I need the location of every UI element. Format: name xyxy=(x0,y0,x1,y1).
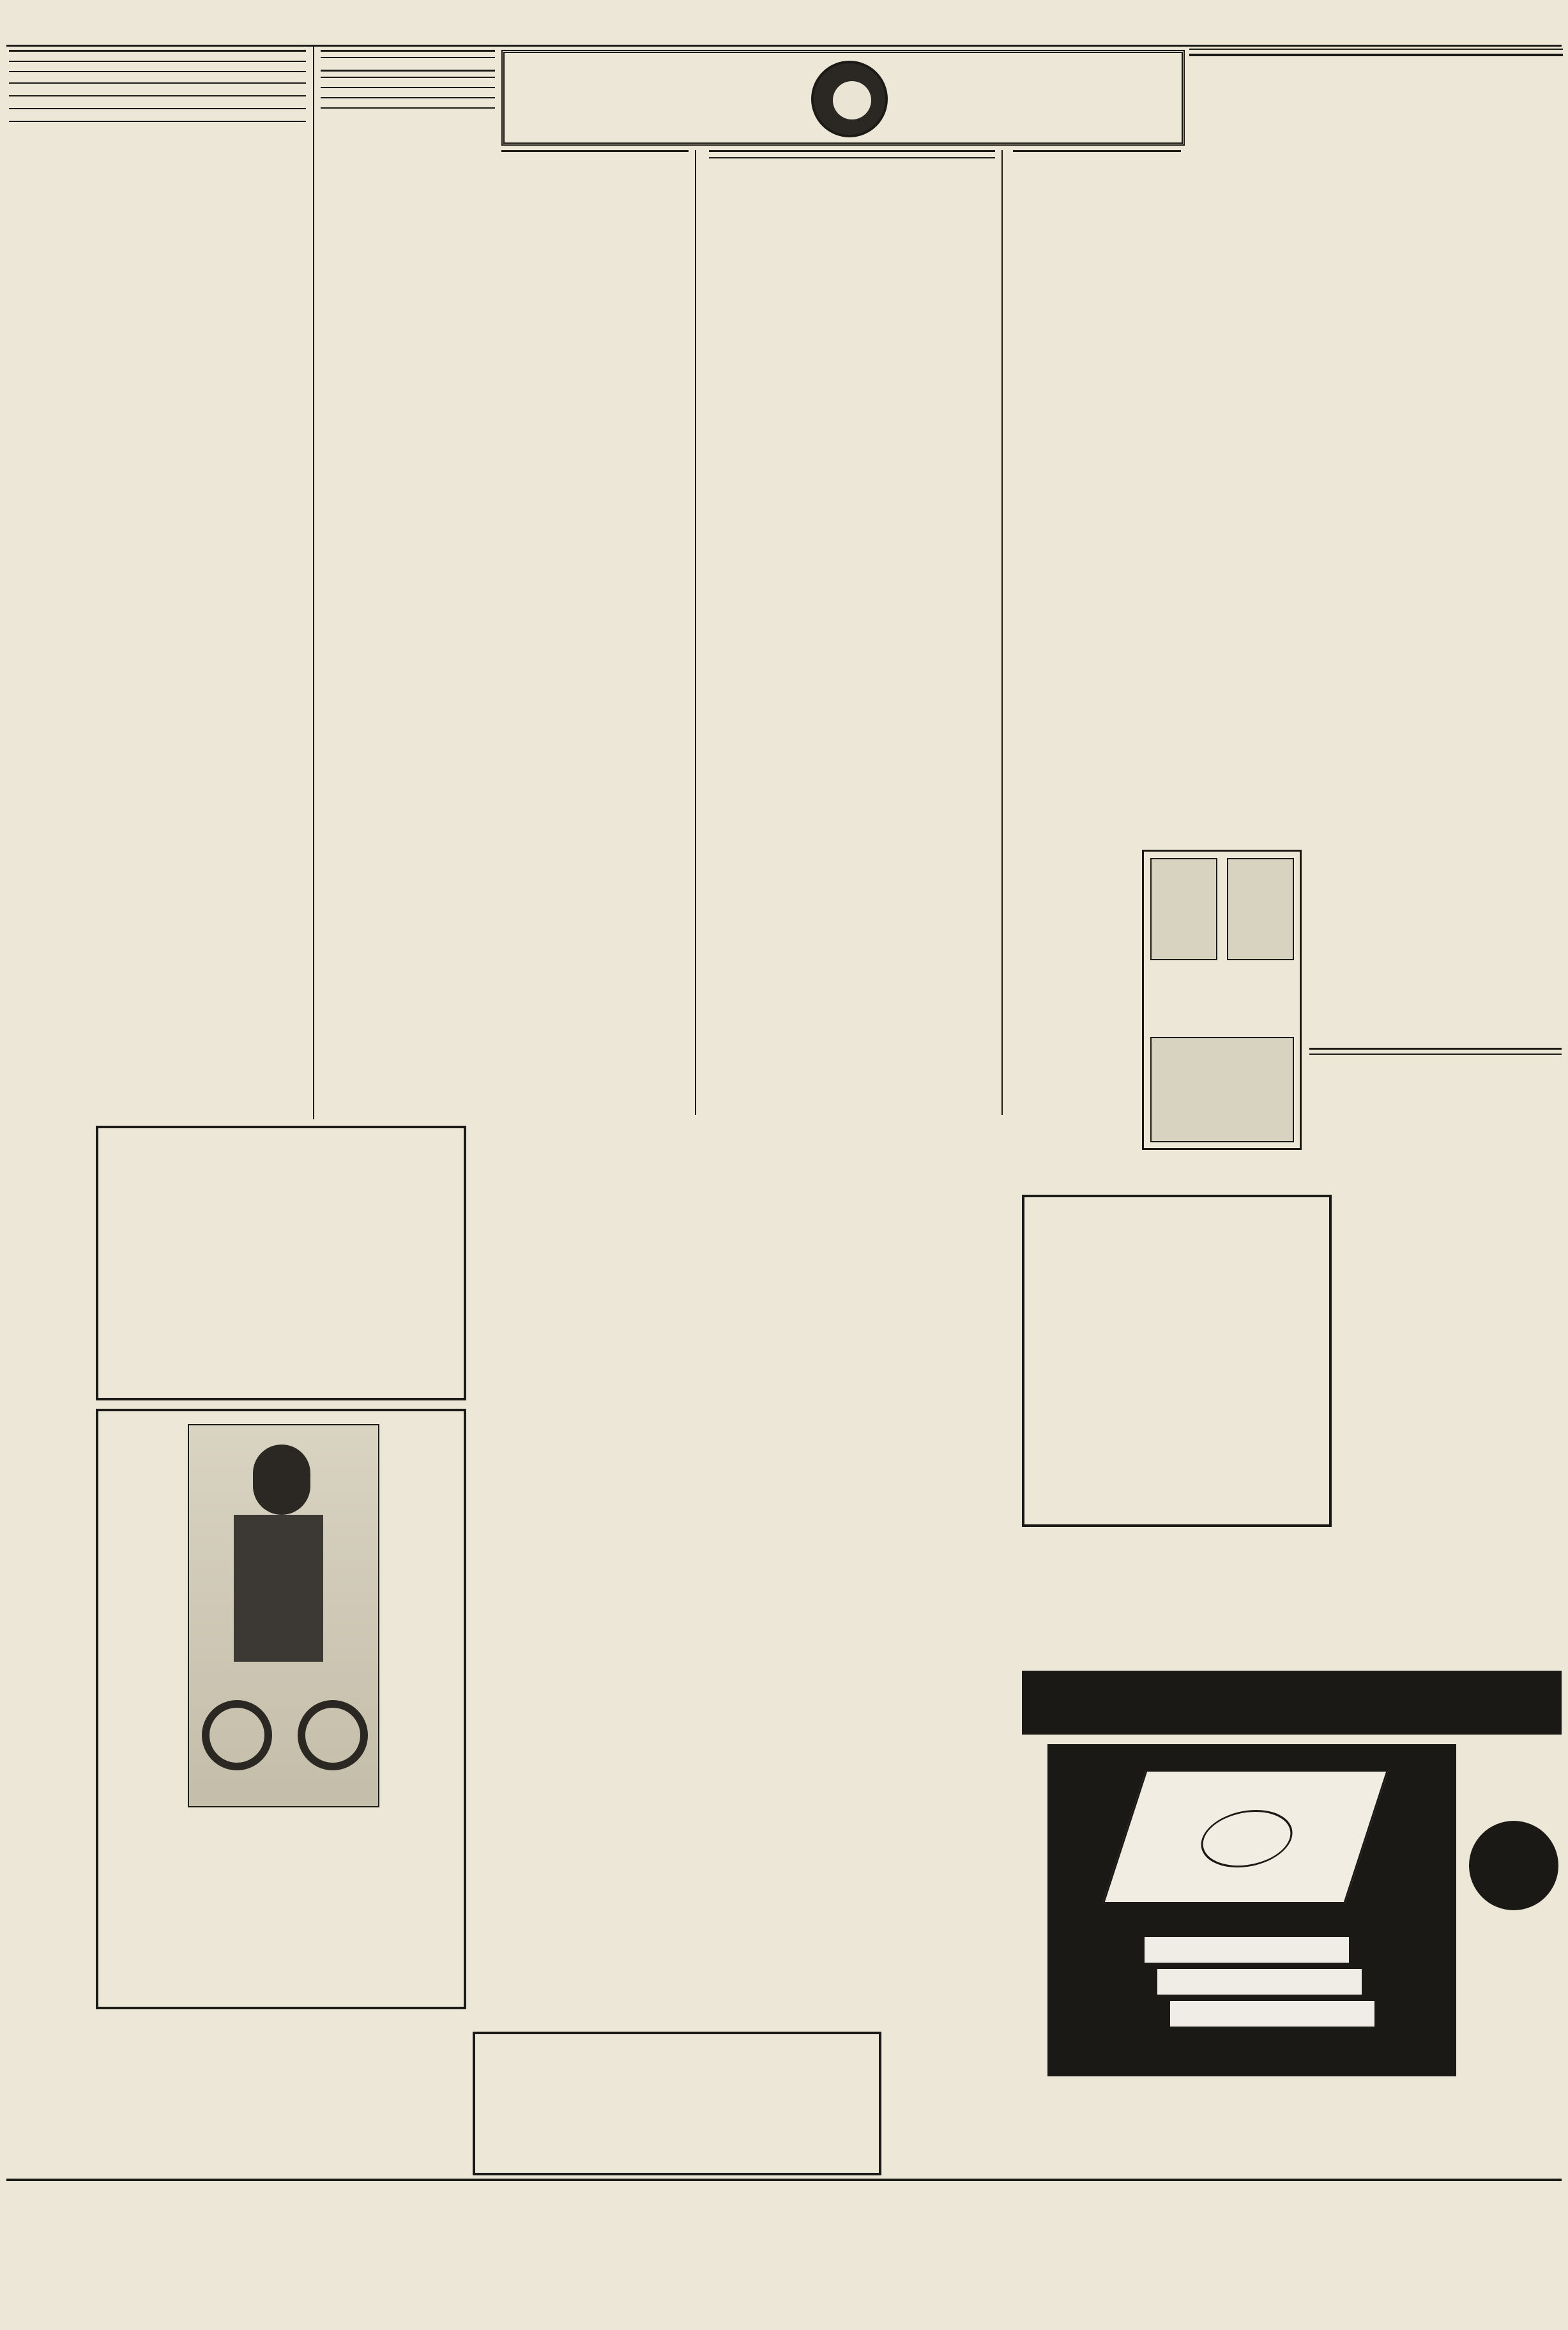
for-sale-heading xyxy=(9,121,306,126)
classified-ad-6 xyxy=(321,97,495,102)
cigarette-icon xyxy=(1169,2000,1376,2028)
classified-ad-3 xyxy=(9,108,306,114)
arkadia-ad xyxy=(6,2179,1562,2326)
pennies-column xyxy=(501,150,696,1115)
ariadni-ad xyxy=(96,1126,466,1400)
salonpas-ad xyxy=(1142,850,1302,1150)
article-continuation xyxy=(1309,811,1562,1041)
eklekta-ad xyxy=(1022,1540,1562,2089)
eklekta-sweet-badge xyxy=(1469,1821,1558,1910)
anecdotes-heading xyxy=(1013,150,1181,152)
article-kicker xyxy=(1189,49,1563,50)
cigarette-icon xyxy=(1143,1936,1350,1964)
figure-icon xyxy=(1150,858,1217,960)
kastrino-banner xyxy=(501,50,1185,146)
cigarette-icon xyxy=(1156,1968,1363,1996)
classified-ad-2 xyxy=(9,95,306,102)
sun-rays-article xyxy=(1189,49,1563,809)
figure-icon xyxy=(1227,858,1294,960)
social-column xyxy=(9,46,306,1119)
pack-label xyxy=(1192,1810,1300,1867)
classified-ad-1 xyxy=(9,82,306,89)
thanks-heading xyxy=(9,71,306,76)
clinic-ads xyxy=(1309,1048,1562,1533)
bridge-headline xyxy=(709,157,995,162)
classified-ad-5 xyxy=(321,87,495,92)
section-transport xyxy=(321,66,495,72)
scooter-woman-illustration xyxy=(188,1424,379,1807)
clinic-head-3 xyxy=(1309,1054,1562,1059)
body-figure-icon xyxy=(1150,1037,1294,1142)
shows-column xyxy=(313,46,495,1119)
clock-emblem-icon xyxy=(811,61,888,137)
world-heading xyxy=(709,150,995,152)
section-theamata xyxy=(321,46,495,52)
classified-ad-4 xyxy=(321,77,495,82)
pharmacies-heading xyxy=(321,57,495,62)
pack-lid xyxy=(1102,1770,1389,1904)
agusta-ad xyxy=(96,1409,466,2009)
kronos-ad xyxy=(1022,1195,1332,1527)
pennies-heading xyxy=(501,150,689,152)
article-subhead xyxy=(1189,54,1563,56)
classified-ad-7 xyxy=(321,107,495,112)
eklekta-tagline xyxy=(1022,1671,1562,1735)
world-news-column xyxy=(703,150,1003,1115)
section-koinonika xyxy=(9,46,306,52)
donations-heading xyxy=(9,61,306,66)
cigarette-pack-illustration xyxy=(1047,1744,1456,2076)
